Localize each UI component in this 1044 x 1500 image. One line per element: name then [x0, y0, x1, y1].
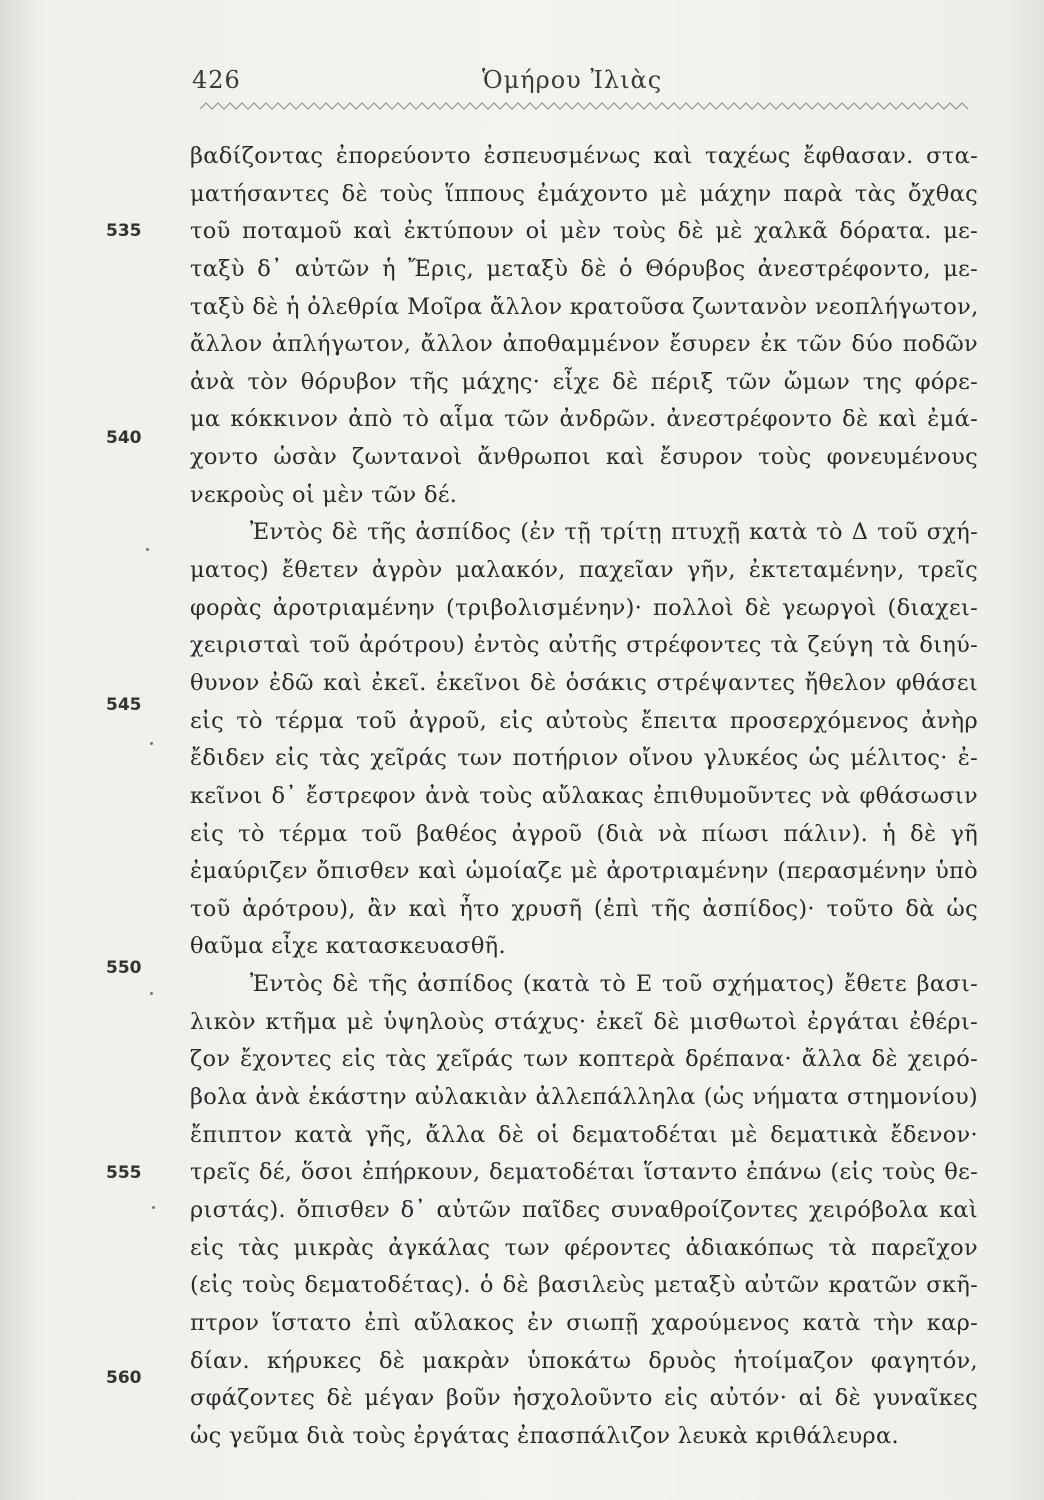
- text-line: ἀνὰ τὸν θόρυβον τῆς μάχης· εἶχε δὲ πέριξ τῶν ὤμων της φόρε-: [190, 368, 978, 395]
- text-line: χοντο ὡσὰν ζωντανοὶ ἄνθρωποι καὶ ἔσυρον τοὺς φονευμένους: [190, 444, 978, 471]
- text-line: (εἰς τοὺς δεματοδέτας). ὁ δὲ βασιλεὺς μεταξὺ αὐτῶν κρατῶν σκῆ-: [190, 1272, 978, 1299]
- text-line: ἄλλον ἀπλήγωτον, ἄλλον ἀποθαμμένον ἔσυρεν ἐκ τῶν δύο ποδῶν: [190, 331, 978, 358]
- text-line: ἔπιπτον κατὰ γῆς, ἄλλα δὲ οἱ δεματοδέται μὲ δεματικὰ ἔδενον·: [190, 1121, 978, 1148]
- running-title: Ὁμήρου Ἰλιὰς: [482, 66, 663, 94]
- text-line: ὡς γεῦμα διὰ τοὺς ἐργάτας ἐπασπάλιζον λευκὰ κριθάλευρα.: [190, 1422, 899, 1449]
- line-number-540: 540: [106, 428, 142, 448]
- text-line: βαδίζοντας ἐπορεύοντο ἐσπευσμένως καὶ ταχέως ἔφθασαν. στα-: [190, 143, 978, 169]
- margin-speck: [150, 742, 153, 745]
- text-line: χειρισταὶ τοῦ ἀρότρου) ἐντὸς αὐτῆς στρέφοντες τὰ ζεύγη τὰ διηύ-: [190, 632, 978, 659]
- text-line: πτρον ἵστατο ἐπὶ αὔλακος ἐν σιωπῇ χαρούμενος κατὰ τὴν καρ-: [190, 1309, 978, 1336]
- text-line: μα κόκκινον ἀπὸ τὸ αἷμα τῶν ἀνδρῶν. ἀνεστρέφοντο δὲ καὶ ἐμά-: [190, 406, 978, 433]
- text-line: δίαν. κήρυκες δὲ μακρὰν ὑποκάτω δρυὸς ἡτοίμαζον φαγητόν,: [190, 1347, 978, 1374]
- text-line: θαῦμα εἶχε κατασκευασθῆ.: [190, 933, 506, 960]
- margin-speck: [152, 1206, 155, 1209]
- text-line: νεκροὺς οἱ μὲν τῶν δέ.: [190, 481, 458, 508]
- line-number-535: 535: [106, 221, 142, 241]
- text-line: Ἐντὸς δὲ τῆς ἀσπίδος (κατὰ τὸ Ε τοῦ σχήματος) ἔθετε βασι-: [250, 971, 978, 998]
- header-ornament-rule: [200, 100, 972, 112]
- text-line: κεῖνοι δ᾽ ἔστρεφον ἀνὰ τοὺς αὔλακας ἐπιθυμοῦντες νὰ φθάσωσιν: [190, 782, 978, 809]
- page-number: 426: [192, 66, 241, 94]
- text-line: φορὰς ἀροτριαμένην (τριβολισμένην)· πολλοὶ δὲ γεωργοὶ (διαχει-: [190, 594, 978, 621]
- text-line: σφάζοντες δὲ μέγαν βοῦν ἠσχολοῦντο εἰς αὐτόν· αἱ δὲ γυναῖκες: [190, 1385, 978, 1412]
- line-number-545: 545: [106, 695, 142, 715]
- text-line: ἔδιδεν εἰς τὰς χεῖράς των ποτήριον οἴνου γλυκέος ὡς μέλιτος· ἐ-: [190, 745, 978, 772]
- text-line: εἰς τὸ τέρμα τοῦ βαθέος ἀγροῦ (διὰ νὰ πίωσι πάλιν). ἡ δὲ γῆ: [190, 820, 978, 847]
- line-number-550: 550: [106, 958, 142, 978]
- body-text: [190, 138, 978, 1455]
- text-line: ἐμαύριζεν ὄπισθεν καὶ ὡμοίαζε μὲ ἀροτριαμένην (περασμένην ὑπὸ: [190, 858, 978, 885]
- margin-speck: [146, 548, 149, 551]
- text-line: ματος) ἔθετεν ἀγρὸν μαλακόν, παχεῖαν γῆν, ἐκτεταμένην, τρεῖς: [190, 557, 978, 584]
- text-line: ματήσαντες δὲ τοὺς ἵππους ἐμάχοντο μὲ μάχην παρὰ τὰς ὄχθας: [190, 180, 978, 207]
- text-line: τρεῖς δέ, ὅσοι ἐπήρκουν, δεματοδέται ἵσταντο ἐπάνω (εἰς τοὺς θε-: [190, 1159, 978, 1186]
- text-line: ζον ἔχοντες εἰς τὰς χεῖράς των κοπτερὰ δρέπανα· ἄλλα δὲ χειρό-: [190, 1046, 978, 1073]
- line-number-560: 560: [106, 1368, 142, 1388]
- margin-speck: [150, 992, 153, 995]
- text-line: βολα ἀνὰ ἑκάστην αὐλακιὰν ἀλλεπάλληλα (ὡς νήματα στημονίου): [190, 1084, 978, 1111]
- text-line: ριστάς). ὄπισθεν δ᾽ αὐτῶν παῖδες συναθροίζοντες χειρόβολα καὶ: [190, 1196, 978, 1223]
- text-line: ταξὺ δὲ ἡ ὀλεθρία Μοῖρα ἄλλον κρατοῦσα ζωντανὸν νεοπλήγωτον,: [190, 293, 979, 320]
- text-line: τοῦ ἀρότρου), ἂν καὶ ἦτο χρυσῆ (ἐπὶ τῆς ἀσπίδος)· τοῦτο δὰ ὡς: [190, 895, 978, 922]
- text-line: εἰς τὸ τέρμα τοῦ ἀγροῦ, εἰς αὐτοὺς ἔπειτα προσερχόμενος ἀνὴρ: [190, 707, 978, 734]
- line-number-555: 555: [106, 1163, 142, 1183]
- text-line: εἰς τὰς μικρὰς ἀγκάλας των φέροντες ἀδιακόπως τὰ παρεῖχον: [190, 1234, 978, 1261]
- text-line: ταξὺ δ᾽ αὐτῶν ἡ Ἔρις, μεταξὺ δὲ ὁ Θόρυβος ἀνεστρέφοντο, με-: [190, 255, 978, 282]
- text-line: τοῦ ποταμοῦ καὶ ἐκτύπουν οἱ μὲν τοὺς δὲ μὲ χαλκᾶ δόρατα. με-: [190, 218, 978, 245]
- text-line: θυνον ἐδῶ καὶ ἐκεῖ. ἐκεῖνοι δὲ ὁσάκις στρέψαντες ἤθελον φθάσει: [190, 669, 978, 696]
- text-line: λικὸν κτῆμα μὲ ὑψηλοὺς στάχυς· ἐκεῖ δὲ μισθωτοὶ ἐργάται ἐθέρι-: [190, 1008, 978, 1035]
- text-line: Ἐντὸς δὲ τῆς ἀσπίδος (ἐν τῇ τρίτῃ πτυχῇ κατὰ τὸ Δ τοῦ σχή-: [250, 519, 978, 546]
